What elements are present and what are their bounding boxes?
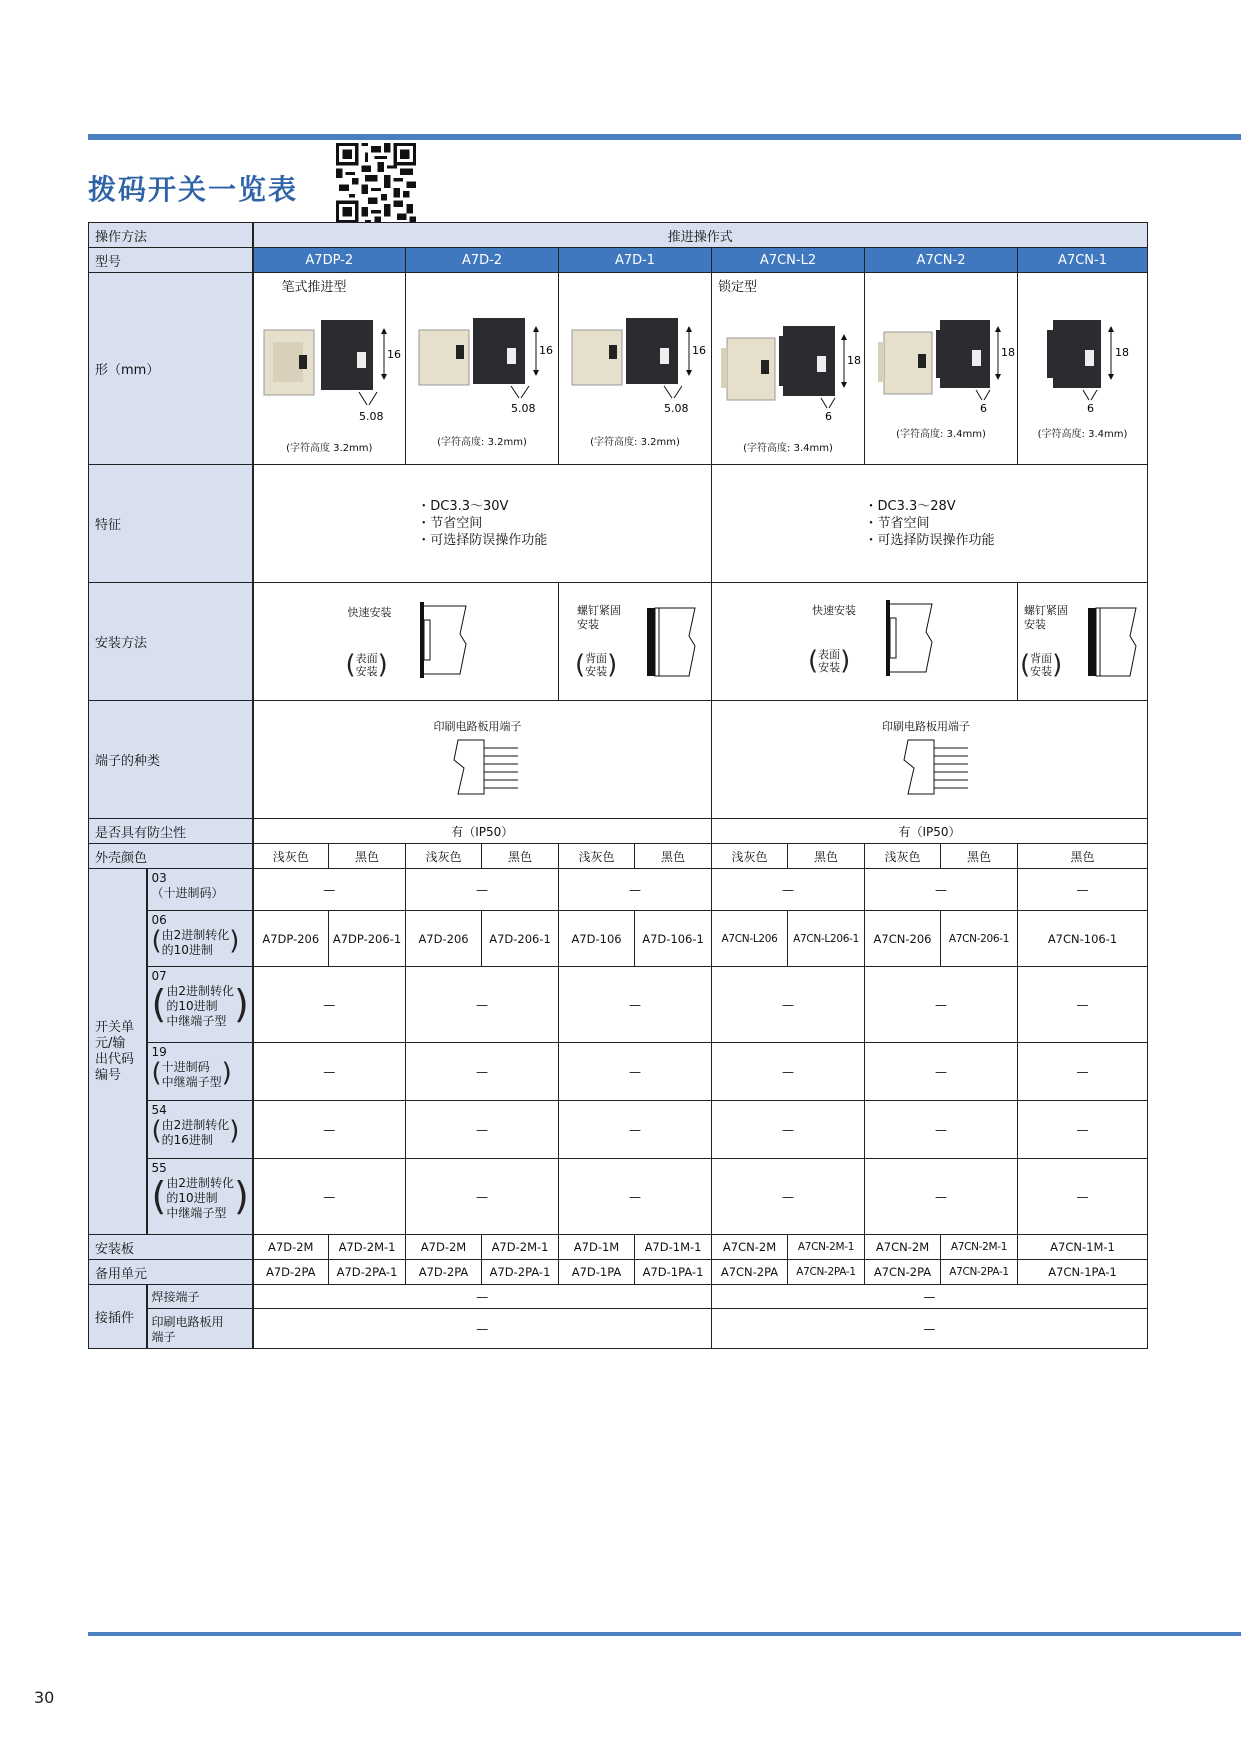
dash-cell: — (712, 967, 865, 1043)
dash-cell: — (712, 1043, 865, 1101)
dash-cell: — (559, 869, 712, 911)
code-num: 55 (151, 1161, 167, 1175)
pcb-terminal-icon (902, 738, 972, 798)
pen-type-label: 笔式推进型 (281, 279, 347, 295)
lock-type-label: 锁定型 (718, 279, 758, 295)
op-method-label: 操作方法 (89, 223, 253, 248)
dust-value: 有（IP50） (253, 819, 712, 844)
mount-screw-text: 安装 (1024, 617, 1047, 631)
dash-cell: — (865, 869, 1018, 911)
mount-surface-text: 安装 (355, 664, 378, 678)
model-code-cell: A7D-106 (559, 911, 635, 967)
model-header: A7CN-2 (865, 248, 1018, 273)
bottom-accent-bar (88, 1632, 1241, 1636)
product-photo (870, 300, 1020, 440)
mount-screw-text: 螺钉紧固 (1024, 603, 1069, 617)
dash-cell: — (712, 1285, 1148, 1309)
model-code-cell: A7CN-206-1 (941, 911, 1018, 967)
mount-diagram-icon (641, 602, 701, 682)
code-label (89, 869, 147, 1235)
model-header: A7CN-L2 (712, 248, 865, 273)
feature-item: ・DC3.3～30V (417, 499, 509, 514)
plate-cell: A7D-2M (253, 1235, 329, 1260)
product-photo (411, 300, 561, 440)
mount-surface-text: 安装 (818, 660, 841, 674)
spare-cell: A7CN-2PA (865, 1260, 941, 1285)
code-desc: 十进制码 (163, 886, 212, 900)
page-number: 30 (34, 1688, 55, 1707)
plate-cell: A7D-2M-1 (482, 1235, 559, 1260)
dash-cell: — (559, 1159, 712, 1235)
page-title: 拨码开关一览表 (88, 173, 299, 206)
feature-item: ・可选择防误操作功能 (864, 533, 995, 548)
dash-cell: — (1018, 1101, 1148, 1159)
feature-item: ・可选择防误操作功能 (417, 533, 548, 548)
mount-label: 安装方法 (89, 583, 253, 701)
mount-quick-label: 快速安装 (812, 603, 857, 617)
mount-diagram-icon (1082, 602, 1142, 682)
dash-cell: — (253, 1101, 406, 1159)
features-left (253, 465, 712, 583)
color-label: 外壳颜色 (89, 844, 253, 869)
dash-cell: — (865, 967, 1018, 1043)
dash-cell: — (406, 1101, 559, 1159)
code-label-line: 元/输 (95, 1035, 126, 1051)
product-image-cell (559, 273, 712, 465)
color-cell: 黑色 (1018, 844, 1148, 869)
color-cell: 浅灰色 (406, 844, 482, 869)
color-cell: 黑色 (788, 844, 865, 869)
model-code-cell: A7D-206 (406, 911, 482, 967)
color-cell: 黑色 (635, 844, 712, 869)
svg-text:16: 16 (539, 343, 554, 357)
mount-back-text: 安装 (585, 664, 608, 678)
color-cell: 黑色 (941, 844, 1018, 869)
spare-cell: A7CN-2PA (712, 1260, 788, 1285)
dash-cell: — (559, 1043, 712, 1101)
dip-switch-table (88, 222, 1148, 1349)
dim-508: 5.08 (358, 409, 384, 423)
code-desc: 的16进制 (161, 1133, 213, 1147)
code-06-label: 06 ( 由2进制转化 的10进制 ) (147, 911, 253, 967)
model-header: A7DP-2 (253, 248, 406, 273)
mount-diagram-icon (414, 600, 474, 680)
product-image-cell (406, 273, 559, 465)
mount-quick-label: 快速安装 (347, 605, 392, 619)
mount-back-note: ( 背面 安装 ) (1020, 649, 1063, 680)
plate-cell: A7CN-2M (865, 1235, 941, 1260)
plate-cell: A7CN-2M-1 (941, 1235, 1018, 1260)
char-height: (字符高度: 3.4mm) (743, 442, 833, 454)
color-cell: 浅灰色 (712, 844, 788, 869)
connector-label: 接插件 (89, 1285, 147, 1349)
code-desc: 由2进制转化 (166, 984, 234, 998)
model-header: A7D-2 (406, 248, 559, 273)
top-accent-bar (88, 134, 1241, 140)
code-desc: 的10进制 (161, 943, 213, 957)
svg-text:6: 6 (1087, 401, 1095, 415)
product-photo (564, 300, 714, 440)
color-cell: 浅灰色 (865, 844, 941, 869)
dash-cell: — (865, 1043, 1018, 1101)
dash-cell: — (406, 1159, 559, 1235)
model-code-cell: A7D-106-1 (635, 911, 712, 967)
dash-cell: — (1018, 869, 1148, 911)
dash-cell: — (253, 869, 406, 911)
mount-surface-text: 表面 (355, 651, 378, 665)
mount-quick-cell (253, 583, 559, 701)
product-image-cell (253, 273, 406, 465)
dash-cell: — (712, 1159, 865, 1235)
spare-cell: A7CN-2PA-1 (788, 1260, 865, 1285)
dash-cell: — (253, 1043, 406, 1101)
model-label: 型号 (89, 248, 253, 273)
op-method-value: 推进操作式 (253, 223, 1148, 248)
model-code-cell: A7CN-106-1 (1018, 911, 1148, 967)
spare-cell: A7D-2PA (253, 1260, 329, 1285)
spare-cell: A7CN-1PA-1 (1018, 1260, 1148, 1285)
code-desc: 中继端子型 (166, 1206, 227, 1220)
spare-cell: A7D-1PA-1 (635, 1260, 712, 1285)
product-image-cell (712, 273, 865, 465)
mount-back-text: 背面 (1030, 651, 1053, 665)
svg-text:16: 16 (692, 343, 707, 357)
code-desc: 的10进制 (166, 999, 218, 1013)
pcb-terminal-icon (452, 738, 522, 798)
terminal-value: 印刷电路板用端子 (433, 719, 522, 733)
code-num: 06 (151, 913, 167, 927)
plate-cell: A7D-2M-1 (329, 1235, 406, 1260)
terminal-value: 印刷电路板用端子 (882, 719, 971, 733)
code-desc: 由2进制转化 (166, 1176, 234, 1190)
mount-diagram-icon (880, 598, 940, 678)
model-code-cell: A7CN-L206 (712, 911, 788, 967)
plate-cell: A7CN-2M-1 (788, 1235, 865, 1260)
mount-quick-cell (712, 583, 1018, 701)
code-num: 03 (151, 871, 167, 885)
mount-back-note: ( 背面 安装 ) (575, 649, 618, 680)
spare-cell: A7D-2PA (406, 1260, 482, 1285)
code-desc: 中继端子型 (166, 1014, 227, 1028)
dash-cell: — (712, 1309, 1148, 1349)
spare-cell: A7D-1PA (559, 1260, 635, 1285)
product-image-cell (865, 273, 1018, 465)
plate-cell: A7CN-2M (712, 1235, 788, 1260)
mount-screw-text: 螺钉紧固 (577, 603, 622, 617)
shape-label: 形（mm） (89, 273, 253, 465)
model-header: A7CN-1 (1018, 248, 1148, 273)
color-cell: 黑色 (482, 844, 559, 869)
mount-surface-note: ( 表面 安装 ) (345, 649, 388, 680)
plate-label: 安装板 (89, 1235, 253, 1260)
spare-cell: A7CN-2PA-1 (941, 1260, 1018, 1285)
code-desc: 的10进制 (166, 1191, 218, 1205)
mount-screw-text: 安装 (577, 617, 600, 631)
connector-pcb-text: 印刷电路板用 (151, 1314, 224, 1329)
feature-item: ・节省空间 (417, 516, 483, 531)
mount-screw-label (577, 604, 621, 632)
features-right (712, 465, 1148, 583)
feature-label: 特征 (89, 465, 253, 583)
qr-code[interactable] (336, 143, 416, 223)
model-code-cell: A7D-206-1 (482, 911, 559, 967)
dash-cell: — (253, 1309, 712, 1349)
dash-cell: — (559, 967, 712, 1043)
connector-pcb-text: 端子 (151, 1329, 176, 1344)
spare-cell: A7D-2PA-1 (482, 1260, 559, 1285)
char-height: (字符高度: 3.4mm) (1037, 428, 1128, 440)
connector-pcb-label (147, 1309, 253, 1349)
dim-18: 18 (847, 353, 862, 367)
code-desc: 由2进制转化 (161, 1118, 230, 1132)
model-header: A7D-1 (559, 248, 712, 273)
svg-text:5.08: 5.08 (511, 401, 536, 415)
dash-cell: — (865, 1159, 1018, 1235)
code-55-label: 55 ( 由2进制转化 的10进制 中继端子型 ) (147, 1159, 253, 1235)
char-height: (字符高度: 3.2mm) (437, 436, 527, 448)
code-label-line: 开关单 (95, 1019, 135, 1035)
dash-cell: — (406, 1043, 559, 1101)
code-desc: 中继端子型 (161, 1075, 222, 1089)
product-photo (1023, 300, 1143, 440)
char-height: (字符高度 3.2mm) (286, 442, 373, 454)
code-label-line: 编号 (95, 1067, 122, 1083)
dash-cell: — (253, 1159, 406, 1235)
model-code-cell: A7DP-206 (253, 911, 329, 967)
plate-cell: A7D-1M (559, 1235, 635, 1260)
dust-value: 有（IP50） (712, 819, 1148, 844)
mount-surface-note: ( 表面 安装 ) (808, 645, 851, 676)
dash-cell: — (712, 1101, 865, 1159)
color-cell: 黑色 (329, 844, 406, 869)
mount-surface-text: 表面 (818, 647, 841, 661)
mount-back-text: 背面 (585, 651, 608, 665)
mount-screw-cell (559, 583, 712, 701)
dash-cell: — (1018, 967, 1148, 1043)
code-03-label: 03 （ 十进制码 ） (147, 869, 253, 911)
mount-screw-label (1024, 604, 1068, 632)
code-07-label: 07 ( 由2进制转化 的10进制 中继端子型 ) (147, 967, 253, 1043)
feature-item: ・节省空间 (864, 516, 930, 531)
svg-text:18: 18 (1115, 345, 1130, 359)
code-num: 19 (151, 1045, 167, 1059)
dash-cell: — (865, 1101, 1018, 1159)
color-cell: 浅灰色 (253, 844, 329, 869)
spare-cell: A7D-2PA-1 (329, 1260, 406, 1285)
code-desc: 十进制码 (161, 1060, 210, 1074)
dim-16: 16 (386, 347, 401, 361)
svg-text:6: 6 (980, 401, 988, 415)
terminal-label: 端子的种类 (89, 701, 253, 819)
connector-solder-label: 焊接端子 (147, 1285, 253, 1309)
product-image-cell (1018, 273, 1148, 465)
code-label-line: 出代码 (95, 1051, 135, 1067)
dim-6: 6 (825, 409, 833, 423)
spare-label: 备用单元 (89, 1260, 253, 1285)
dust-label: 是否具有防尘性 (89, 819, 253, 844)
terminal-cell (253, 701, 712, 819)
dash-cell: — (1018, 1043, 1148, 1101)
code-54-label: 54 ( 由2进制转化 的16进制 ) (147, 1101, 253, 1159)
plate-cell: A7D-1M-1 (635, 1235, 712, 1260)
dash-cell: — (406, 869, 559, 911)
code-num: 07 (151, 969, 167, 983)
terminal-cell (712, 701, 1148, 819)
color-cell: 浅灰色 (559, 844, 635, 869)
dash-cell: — (712, 869, 865, 911)
code-num: 54 (151, 1103, 167, 1117)
char-height: (字符高度: 3.4mm) (896, 428, 986, 440)
svg-text:5.08: 5.08 (664, 401, 689, 415)
svg-text:18: 18 (1001, 345, 1016, 359)
mount-screw-cell (1018, 583, 1148, 701)
model-code-cell: A7CN-206 (865, 911, 941, 967)
plate-cell: A7D-2M (406, 1235, 482, 1260)
code-desc: 由2进制转化 (161, 928, 230, 942)
model-code-cell: A7CN-L206-1 (788, 911, 865, 967)
feature-item: ・DC3.3～28V (864, 499, 956, 514)
product-photo (717, 300, 867, 440)
dash-cell: — (1018, 1159, 1148, 1235)
plate-cell: A7CN-1M-1 (1018, 1235, 1148, 1260)
dash-cell: — (559, 1101, 712, 1159)
dash-cell: — (253, 967, 406, 1043)
char-height: (字符高度: 3.2mm) (590, 436, 680, 448)
dash-cell: — (253, 1285, 712, 1309)
product-photo (259, 300, 409, 440)
dash-cell: — (406, 967, 559, 1043)
model-code-cell: A7DP-206-1 (329, 911, 406, 967)
mount-back-text: 安装 (1030, 664, 1053, 678)
code-19-label: 19 ( 十进制码 中继端子型 ) (147, 1043, 253, 1101)
